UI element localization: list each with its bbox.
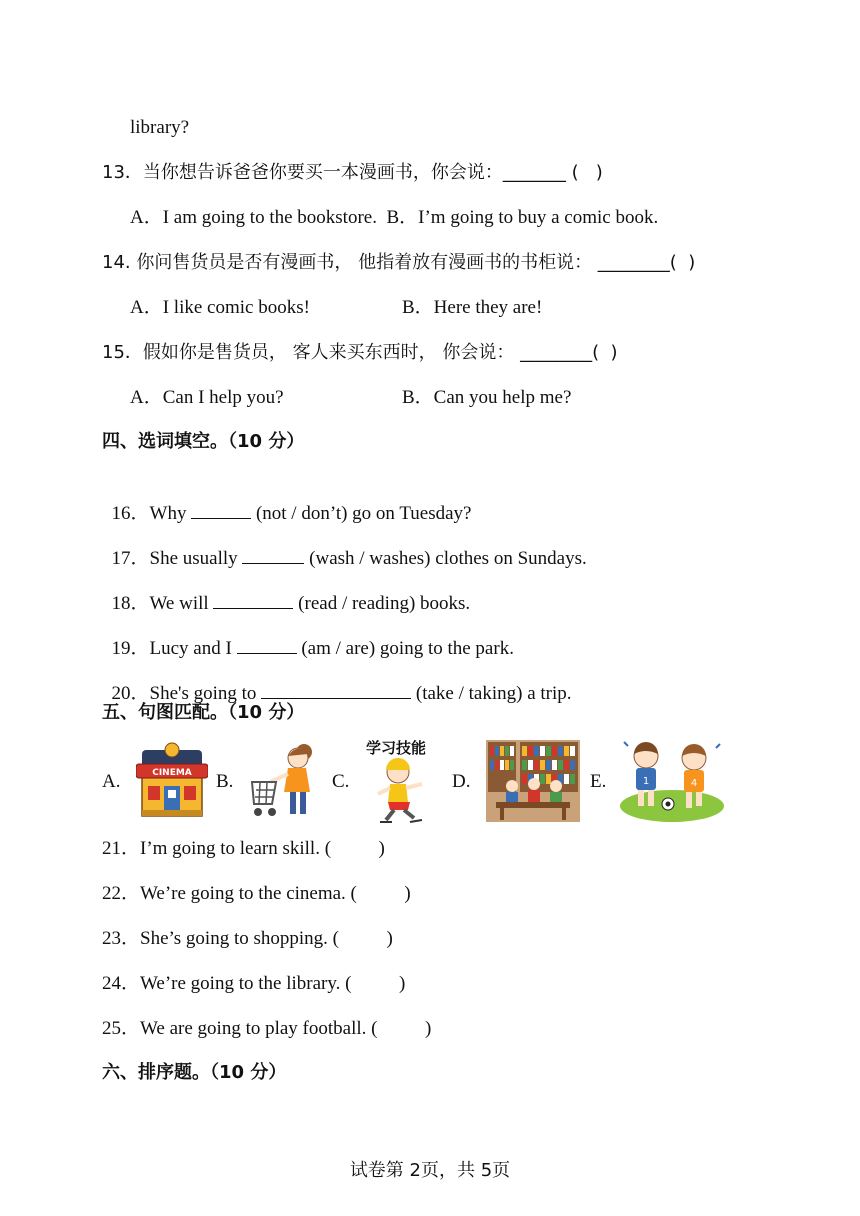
question-text-after: (am / are) going to the park. bbox=[296, 638, 514, 659]
question-number: 17． bbox=[111, 548, 150, 569]
skill-caption: 学习技能 bbox=[366, 739, 427, 757]
page-footer: 试卷第 2页，共 5页 bbox=[349, 1160, 511, 1181]
question-text-before: Why bbox=[149, 503, 192, 524]
picture-label-b: B. bbox=[216, 771, 234, 792]
question-text-before: Lucy and I bbox=[149, 638, 237, 659]
question-14-option-b: B．Here they are! bbox=[402, 297, 543, 318]
question-24: 24．We’re going to the library. ( ) bbox=[102, 973, 406, 994]
question-text-before: We will bbox=[149, 593, 214, 614]
answer-blank[interactable] bbox=[191, 500, 251, 519]
question-15-option-b: B．Can you help me? bbox=[402, 387, 572, 408]
library-picture bbox=[486, 740, 580, 822]
question-17 bbox=[102, 521, 587, 571]
question-14-option-a: A．I like comic books! bbox=[130, 297, 310, 318]
question-23: 23．She’s going to shopping. ( ) bbox=[102, 928, 393, 949]
answer-blank[interactable] bbox=[261, 680, 411, 699]
picture-label-e: E. bbox=[590, 771, 607, 792]
cinema-picture bbox=[136, 742, 208, 818]
question-16 bbox=[102, 476, 471, 526]
section-4-heading: 四、选词填空。（10 分） bbox=[102, 431, 305, 452]
section-5-heading: 五、句图匹配。（10 分） bbox=[102, 702, 305, 723]
answer-blank[interactable] bbox=[237, 635, 297, 654]
question-text-after: (not / don’t) go on Tuesday? bbox=[251, 503, 472, 524]
football-picture bbox=[620, 738, 724, 824]
question-number: 18． bbox=[111, 593, 150, 614]
picture-label-a: A. bbox=[102, 771, 121, 792]
question-19 bbox=[102, 611, 514, 661]
question-15-option-a: A．Can I help you? bbox=[130, 387, 284, 408]
question-14: 14. 你问售货员是否有漫画书， 他指着放有漫画书的书柜说： ________( ) bbox=[102, 252, 696, 273]
question-20 bbox=[102, 656, 572, 706]
question-text-after: (take / taking) a trip. bbox=[411, 683, 572, 704]
question-text-before: She's going to bbox=[149, 683, 262, 704]
section-6-heading: 六、排序题。（10 分） bbox=[102, 1062, 287, 1083]
svg-text:4: 4 bbox=[690, 778, 698, 789]
question-21: 21．I’m going to learn skill. ( ) bbox=[102, 838, 385, 859]
question-22: 22．We’re going to the cinema. ( ) bbox=[102, 883, 411, 904]
question-text-before: She usually bbox=[149, 548, 243, 569]
question-25: 25．We are going to play football. ( ) bbox=[102, 1018, 432, 1039]
question-number: 16． bbox=[111, 503, 150, 524]
question-13-options: A．I am going to the bookstore. B．I’m going to buy a comic book. bbox=[130, 207, 659, 228]
question-12-continuation: library? bbox=[130, 117, 190, 138]
question-18 bbox=[102, 566, 470, 616]
shopping-picture bbox=[248, 738, 324, 822]
cinema-sign-text: CINEMA bbox=[152, 768, 192, 778]
question-number: 20． bbox=[111, 683, 150, 704]
picture-label-c: C. bbox=[332, 771, 350, 792]
question-text-after: (read / reading) books. bbox=[293, 593, 471, 614]
skating-picture bbox=[372, 758, 432, 826]
answer-blank[interactable] bbox=[242, 545, 304, 564]
question-13: 13．当你想告诉爸爸你要买一本漫画书，你会说：_______ ( ) bbox=[102, 162, 603, 183]
picture-label-d: D. bbox=[452, 771, 471, 792]
answer-blank[interactable] bbox=[213, 590, 293, 609]
question-number: 19． bbox=[111, 638, 150, 659]
svg-text:1: 1 bbox=[642, 776, 650, 787]
question-15: 15．假如你是售货员， 客人来买东西时， 你会说： ________( ) bbox=[102, 342, 618, 363]
question-text-after: (wash / washes) clothes on Sundays. bbox=[304, 548, 587, 569]
